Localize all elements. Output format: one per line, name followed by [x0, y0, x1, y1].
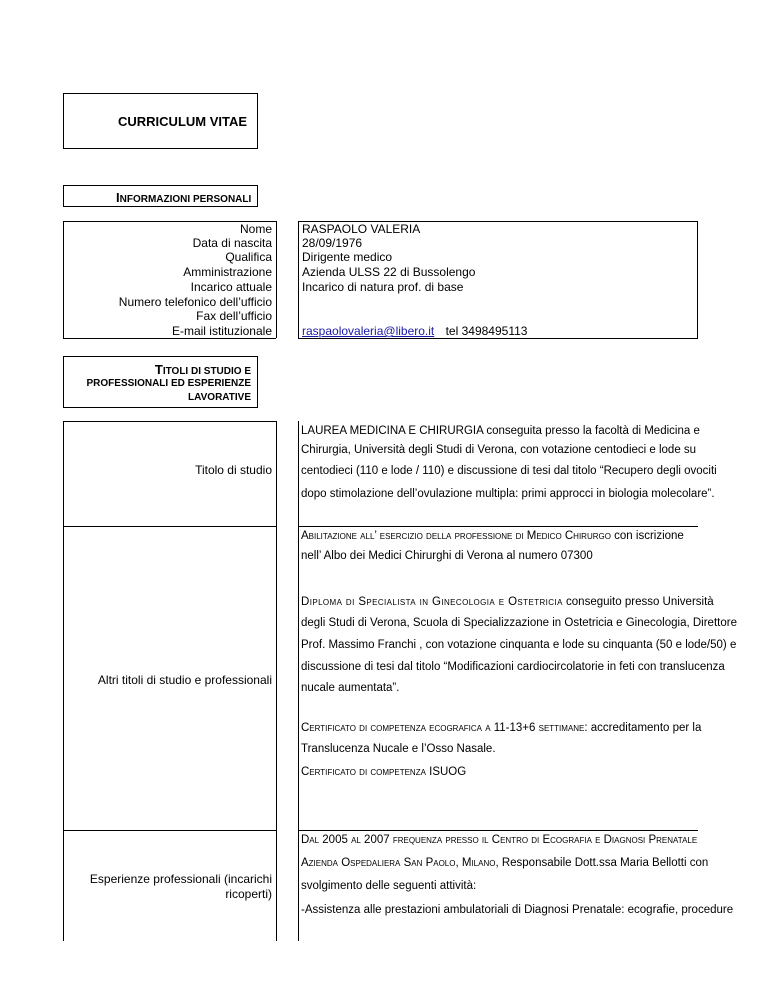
value-email-row	[302, 324, 527, 338]
abilitazione-line2: nell’ Albo dei Medici Chirurghi di Verona al numero 07300	[301, 550, 593, 562]
cv-title: CURRICULUM VITAE	[118, 114, 248, 129]
label-email: E-mail istituzionale	[171, 324, 272, 338]
label-amministrazione: Amministrazione	[183, 265, 272, 279]
esperienze-label-line2: ricoperti)	[225, 887, 272, 901]
personal-info-heading: INFORMAZIONI PERSONALI	[116, 190, 252, 205]
certificato-ecografica-line2: Translucenza Nucale e l’Osso Nasale.	[301, 743, 496, 755]
label-incarico: Incarico attuale	[190, 280, 272, 294]
diploma-line2: degli Studi di Verona, Scuola di Specializzazione in Ostetricia e Ginecologia, Direttore	[301, 617, 737, 629]
diploma-line3: Prof. Massimo Franchi , con votazione cinquanta e lode su cinquanta (50 e lode/50) e	[301, 639, 737, 651]
titolo-studio-line3: centodieci (110 e lode / 110) e discussione di tesi dal titolo “Recupero degli ovociti	[301, 465, 717, 477]
titles-heading-line2: PROFESSIONALI ED ESPERIENZE	[86, 378, 251, 389]
value-nome: RASPAOLO VALERIA	[302, 222, 421, 236]
titolo-studio-line2: Chirurgia, Università degli Studi di Verona, con votazione centodieci e lode su	[301, 444, 697, 456]
diploma-line5: nucale aumentata”.	[301, 682, 400, 694]
altri-titoli-label: Altri titoli di studio e professionali	[97, 673, 272, 687]
label-qualifica: Qualifica	[225, 250, 272, 264]
label-fax-ufficio: Fax dell’ufficio	[196, 309, 272, 323]
value-incarico: Incarico di natura prof. di base	[302, 280, 464, 294]
value-amministrazione: Azienda ULSS 22 di Bussolengo	[302, 265, 476, 279]
diploma-line4: discussione di tesi dal titolo “Modificazioni cardiocircolatorie in feti con translucenza	[301, 661, 725, 673]
esperienze-line2: Azienda Ospedaliera San Paolo, Milano, Responsabile Dott.ssa Maria Bellotti con	[301, 857, 709, 869]
cv-title-box	[63, 93, 258, 149]
esperienze-line1: Dal 2005 al 2007 frequenza presso il Centro di Ecografia e Diagnosi Prenatale	[301, 834, 698, 846]
value-data-nascita: 28/09/1976	[302, 236, 363, 250]
titolo-studio-label: Titolo di studio	[195, 463, 272, 477]
esperienze-line4: -Assistenza alle prestazioni ambulatoriali di Diagnosi Prenatale: ecografie, procedure	[301, 904, 734, 916]
phone-number: tel 3498495113	[445, 324, 528, 338]
value-qualifica: Dirigente medico	[302, 250, 393, 264]
esperienze-line3: svolgimento delle seguenti attività:	[301, 880, 477, 892]
abilitazione-line1: Abilitazione all’ esercizio della professione di Medico Chirurgo con iscrizione	[301, 530, 684, 542]
titolo-studio-line1: LAUREA MEDICINA E CHIRURGIA conseguita presso la facoltà di Medicina e	[301, 425, 700, 437]
email-link[interactable]: raspaolovaleria@libero.it	[302, 324, 435, 338]
titles-heading-line1: TITOLI DI STUDIO E	[154, 362, 251, 377]
label-nome: Nome	[239, 222, 272, 236]
certificato-ecografica-line1: Certificato di competenza ecografica a 11-13+6 settimane: accreditamento per la	[301, 722, 702, 734]
personal-info-heading-box	[63, 185, 258, 207]
esperienze-label-line1: Esperienze professionali (incarichi	[89, 872, 272, 886]
label-telefono-ufficio: Numero telefonico dell’ufficio	[118, 295, 272, 309]
titles-heading-box	[63, 356, 258, 408]
diploma-line1: Diploma di Specialista in Ginecologia e Ostetricia conseguito presso Università	[301, 596, 714, 608]
titolo-studio-line4: dopo stimolazione dell’ovulazione multipla: primi approcci in biologia molecolare”.	[301, 488, 715, 500]
titles-heading-line3: LAVORATIVE	[188, 392, 251, 403]
label-data-nascita: Data di nascita	[192, 236, 272, 250]
certificato-isuog: Certificato di competenza ISUOG	[301, 766, 467, 778]
